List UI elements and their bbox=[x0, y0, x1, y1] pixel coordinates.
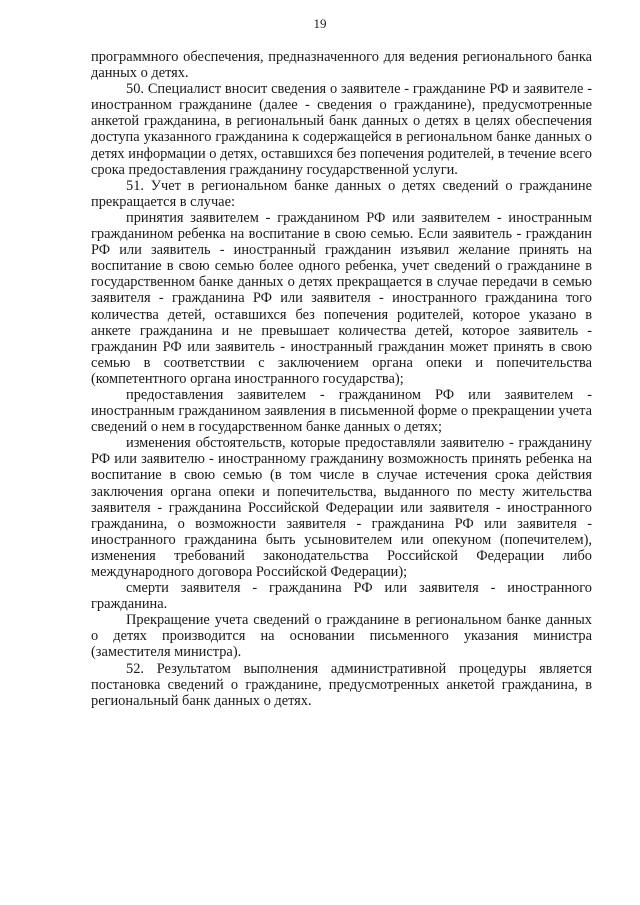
paragraph-case-adoption: принятия заявителем - гражданином РФ или заявителем - иностранным гражданином ребенка на воспитание в свою семью. Если заявитель - гражданин РФ или заявитель - иностранный гражданин изъявил желание принять на воспитание в свою семью более одного ребенка, учет сведений о гражданине в государственном банке данных о детях прекращается в случае передачи в семью заявителя - гражданина РФ или заявителя - иностранного гражданина того количества детей, оставшихся без попечения родителей, которое указано в анкете гражданина и не превышает количества детей, которое заявитель - гражданин РФ или заявитель - иностранный гражданин может принять в свою семью в соответствии с заключением органа опеки и попечительства (компетентного органа иностранного государства); bbox=[91, 209, 592, 387]
paragraph-item-51: 51. Учет в региональном банке данных о детях сведений о гражданине прекращается в случае: bbox=[91, 177, 592, 210]
paragraph-termination-basis: Прекращение учета сведений о гражданине в региональном банке данных о детях производится на основании письменного указания министра (заместителя министра). bbox=[91, 612, 592, 661]
paragraph-case-death: смерти заявителя - гражданина РФ или заявителя - иностранного гражданина. bbox=[91, 580, 592, 613]
paragraph-case-application: предоставления заявителем - гражданином РФ или заявителем - иностранным гражданином заявления в письменной форме о прекращении учета сведений о нем в государственном банке данных о детях; bbox=[91, 386, 592, 436]
paragraph-continuation: программного обеспечения, предназначенного для ведения регионального банка данных о детях. bbox=[91, 49, 592, 82]
document-body bbox=[91, 49, 592, 709]
paragraph-case-circumstances: изменения обстоятельств, которые предоставляли заявителю - гражданину РФ или заявителю - иностранному гражданину возможность принять ребенка на воспитание в свою семью (в том числе в случае истечения срока действия заключения органа опеки и попечительства, выданного по месту жительства заявителя - гражданина Российской Федерации или заявителя - иностранного гражданина, о возможности заявителя - гражданина РФ или заявителя - иностранного гражданина быть усыновителем или опекуном (попечителем), изменения требований законодательства Российской Федерации либо международного договора Российской Федерации); bbox=[91, 435, 592, 580]
page-number: 19 bbox=[313, 16, 327, 31]
paragraph-item-50: 50. Специалист вносит сведения о заявителе - гражданине РФ и заявителе - иностранном гражданине (далее - сведения о гражданине), предусмотренные анкетой гражданина, в региональный банк данных о детях в целях обеспечения доступа указанного гражданина к содержащейся в региональном банке данных о детях информации о детях, оставшихся без попечения родителей, в течение всего срока предоставления гражданину государственной услуги. bbox=[91, 81, 592, 178]
paragraph-item-52: 52. Результатом выполнения административной процедуры является постановка сведений о гражданине, предусмотренных анкетой гражданина, в региональный банк данных о детях. bbox=[91, 660, 592, 709]
